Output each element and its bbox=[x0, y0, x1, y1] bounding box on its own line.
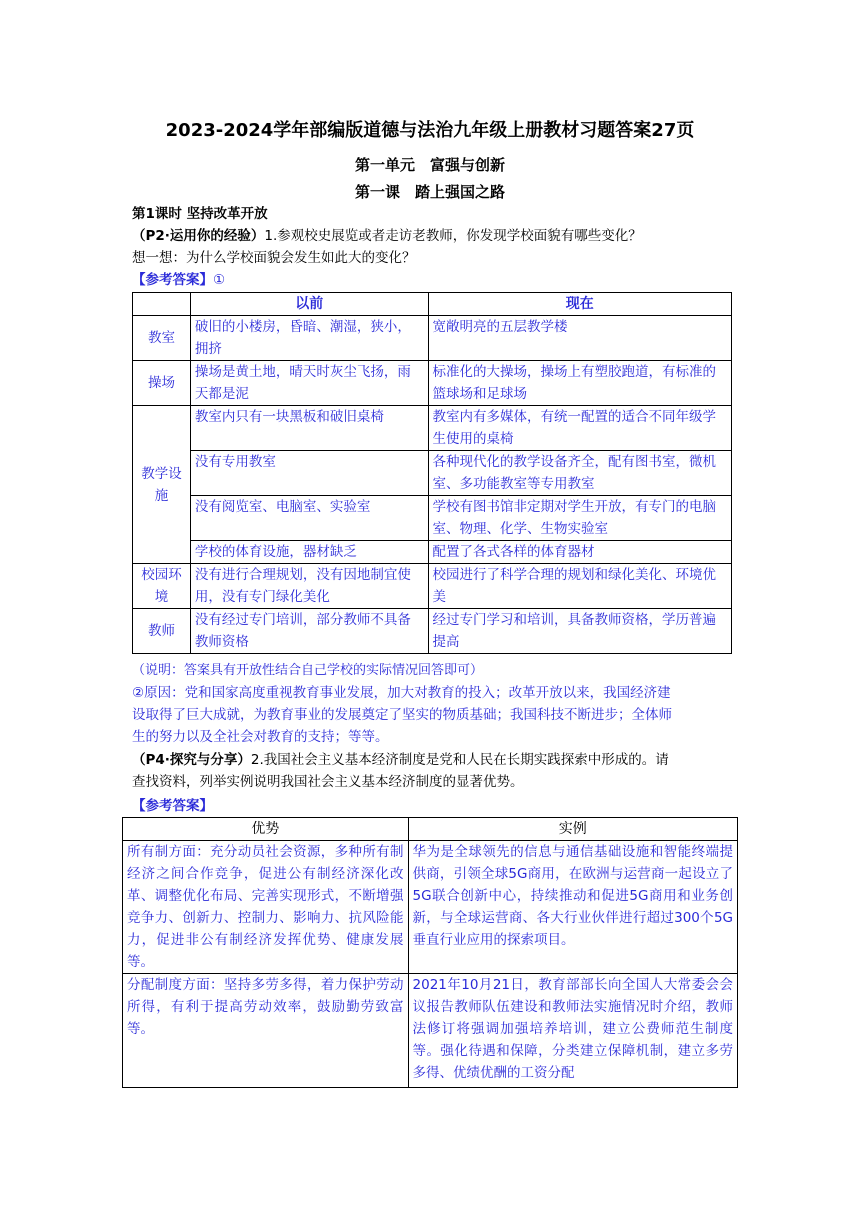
category-cell: 教室 bbox=[133, 316, 191, 361]
before-cell: 没有经过专门培训，部分教师不具备教师资格 bbox=[190, 609, 428, 654]
table-header-row bbox=[123, 818, 738, 841]
table-row bbox=[133, 316, 732, 361]
answer-mark: ① bbox=[213, 272, 226, 288]
lesson-heading: 第一课 踏上强国之路 bbox=[354, 183, 505, 201]
table-row bbox=[133, 609, 732, 654]
category-cell: 教师 bbox=[133, 609, 191, 654]
table-row bbox=[133, 361, 732, 406]
document-title: 2023-2024学年部编版道德与法治九年级上册教材习题答案27页 bbox=[165, 120, 695, 141]
before-cell: 没有阅览室、电脑室、实验室 bbox=[190, 496, 428, 541]
answer-label-1 bbox=[132, 269, 225, 291]
table-row bbox=[123, 974, 738, 1088]
answer-note: （说明：答案具有开放性结合自己学校的实际情况回答即可） bbox=[132, 663, 484, 678]
before-cell: 没有专用教室 bbox=[190, 451, 428, 496]
question-1-text2: 想一想：为什么学校面貌会发生如此大的变化？ bbox=[132, 250, 416, 266]
economic-system-table bbox=[122, 817, 738, 1088]
question-2-text2: 查找资料，列举实例说明我国社会主义基本经济制度的显著优势。 bbox=[132, 774, 524, 790]
table-row bbox=[133, 541, 732, 564]
example-cell: 2021年10月21日，教育部部长向全国人大常委会会议报告教师队伍建设和教师法实施情况时介绍，教师法修订将强调加强培养培训，建立公费师范生制度等。强化待遇和保障，分类建立保障机制，建立多劳多得、优绩优酬的工资分配 bbox=[408, 974, 737, 1088]
category-cell: 操场 bbox=[133, 361, 191, 406]
question-1 bbox=[132, 225, 642, 247]
question-2-text: 2.我国社会主义基本经济制度是党和人民在长期实践探索中形成的。请 bbox=[250, 752, 669, 768]
table-header-cell: 以前 bbox=[190, 293, 428, 316]
question-1-text: 1.参观校史展览或者走访老教师，你发现学校面貌有哪些变化？ bbox=[264, 228, 642, 244]
school-changes-table bbox=[132, 292, 732, 654]
example-cell: 华为是全球领先的信息与通信基础设施和智能终端提供商，引领全球5G商用，在欧洲与运营商一起设立了5G联合创新中心，持续推动和促进5G商用和业务创新，与全球运营商、各大行业伙伴进行超过300个5G垂直行业应用的探索项目。 bbox=[408, 841, 737, 974]
question-2 bbox=[132, 749, 669, 771]
now-cell: 学校有图书馆非定期对学生开放，有专门的电脑室、物理、化学、生物实验室 bbox=[428, 496, 731, 541]
table-row bbox=[133, 496, 732, 541]
question-1-tag: （P2·运用你的经验） bbox=[132, 228, 265, 244]
reason-line: 生的努力以及全社会对教育的支持；等等。 bbox=[132, 729, 389, 745]
now-cell: 标准化的大操场，操场上有塑胶跑道，有标准的篮球场和足球场 bbox=[428, 361, 731, 406]
category-cell: 校园环境 bbox=[133, 564, 191, 609]
now-cell: 各种现代化的教学设备齐全，配有图书室，微机室、多功能教室等专用教室 bbox=[428, 451, 731, 496]
advantage-cell: 所有制方面：充分动员社会资源，多种所有制经济之间合作竞争，促进公有制经济深化改革、调整优化布局、完善实现形式，不断增强竞争力、创新力、控制力、影响力、抗风险能力，促进非公有制经济发挥优势、健康发展等。 bbox=[123, 841, 409, 974]
reason-line: ②原因：党和国家高度重视教育事业发展，加大对教育的投入；改革开放以来，我国经济建 bbox=[132, 685, 671, 701]
answer-label: 【参考答案】 bbox=[132, 272, 213, 288]
advantage-cell: 分配制度方面：坚持多劳多得，着力保护劳动所得，有利于提高劳动效率，鼓励勤劳致富等。 bbox=[123, 974, 409, 1088]
unit-heading: 第一单元 富强与创新 bbox=[354, 156, 505, 174]
table-row bbox=[133, 451, 732, 496]
now-cell: 宽敞明亮的五层教学楼 bbox=[428, 316, 731, 361]
before-cell: 教室内只有一块黑板和破旧桌椅 bbox=[190, 406, 428, 451]
before-cell: 学校的体育设施，器材缺乏 bbox=[190, 541, 428, 564]
category-cell: 教学设施 bbox=[133, 406, 191, 564]
answer-label-2: 【参考答案】 bbox=[132, 798, 213, 814]
table-row bbox=[133, 406, 732, 451]
table-header-cell: 实例 bbox=[408, 818, 737, 841]
before-cell: 操场是黄土地，晴天时灰尘飞扬，雨天都是泥 bbox=[190, 361, 428, 406]
table-header-cell bbox=[133, 293, 191, 316]
now-cell: 教室内有多媒体，有统一配置的适合不同年级学生使用的桌椅 bbox=[428, 406, 731, 451]
now-cell: 经过专门学习和培训，具备教师资格，学历普遍提高 bbox=[428, 609, 731, 654]
table-header-cell: 现在 bbox=[428, 293, 731, 316]
question-2-tag: （P4·探究与分享） bbox=[132, 752, 251, 768]
table-header-row bbox=[133, 293, 732, 316]
table-header-cell: 优势 bbox=[123, 818, 409, 841]
section-heading: 第1课时 坚持改革开放 bbox=[132, 206, 268, 222]
before-cell: 没有进行合理规划，没有因地制宜使用，没有专门绿化美化 bbox=[190, 564, 428, 609]
now-cell: 配置了各式各样的体育器材 bbox=[428, 541, 731, 564]
before-cell: 破旧的小楼房，昏暗、潮湿，狭小，拥挤 bbox=[190, 316, 428, 361]
table-row bbox=[133, 564, 732, 609]
table-row bbox=[123, 841, 738, 974]
now-cell: 校园进行了科学合理的规划和绿化美化、环境优美 bbox=[428, 564, 731, 609]
reason-line: 设取得了巨大成就，为教育事业的发展奠定了坚实的物质基础；我国科技不断进步；全体师 bbox=[132, 707, 672, 723]
